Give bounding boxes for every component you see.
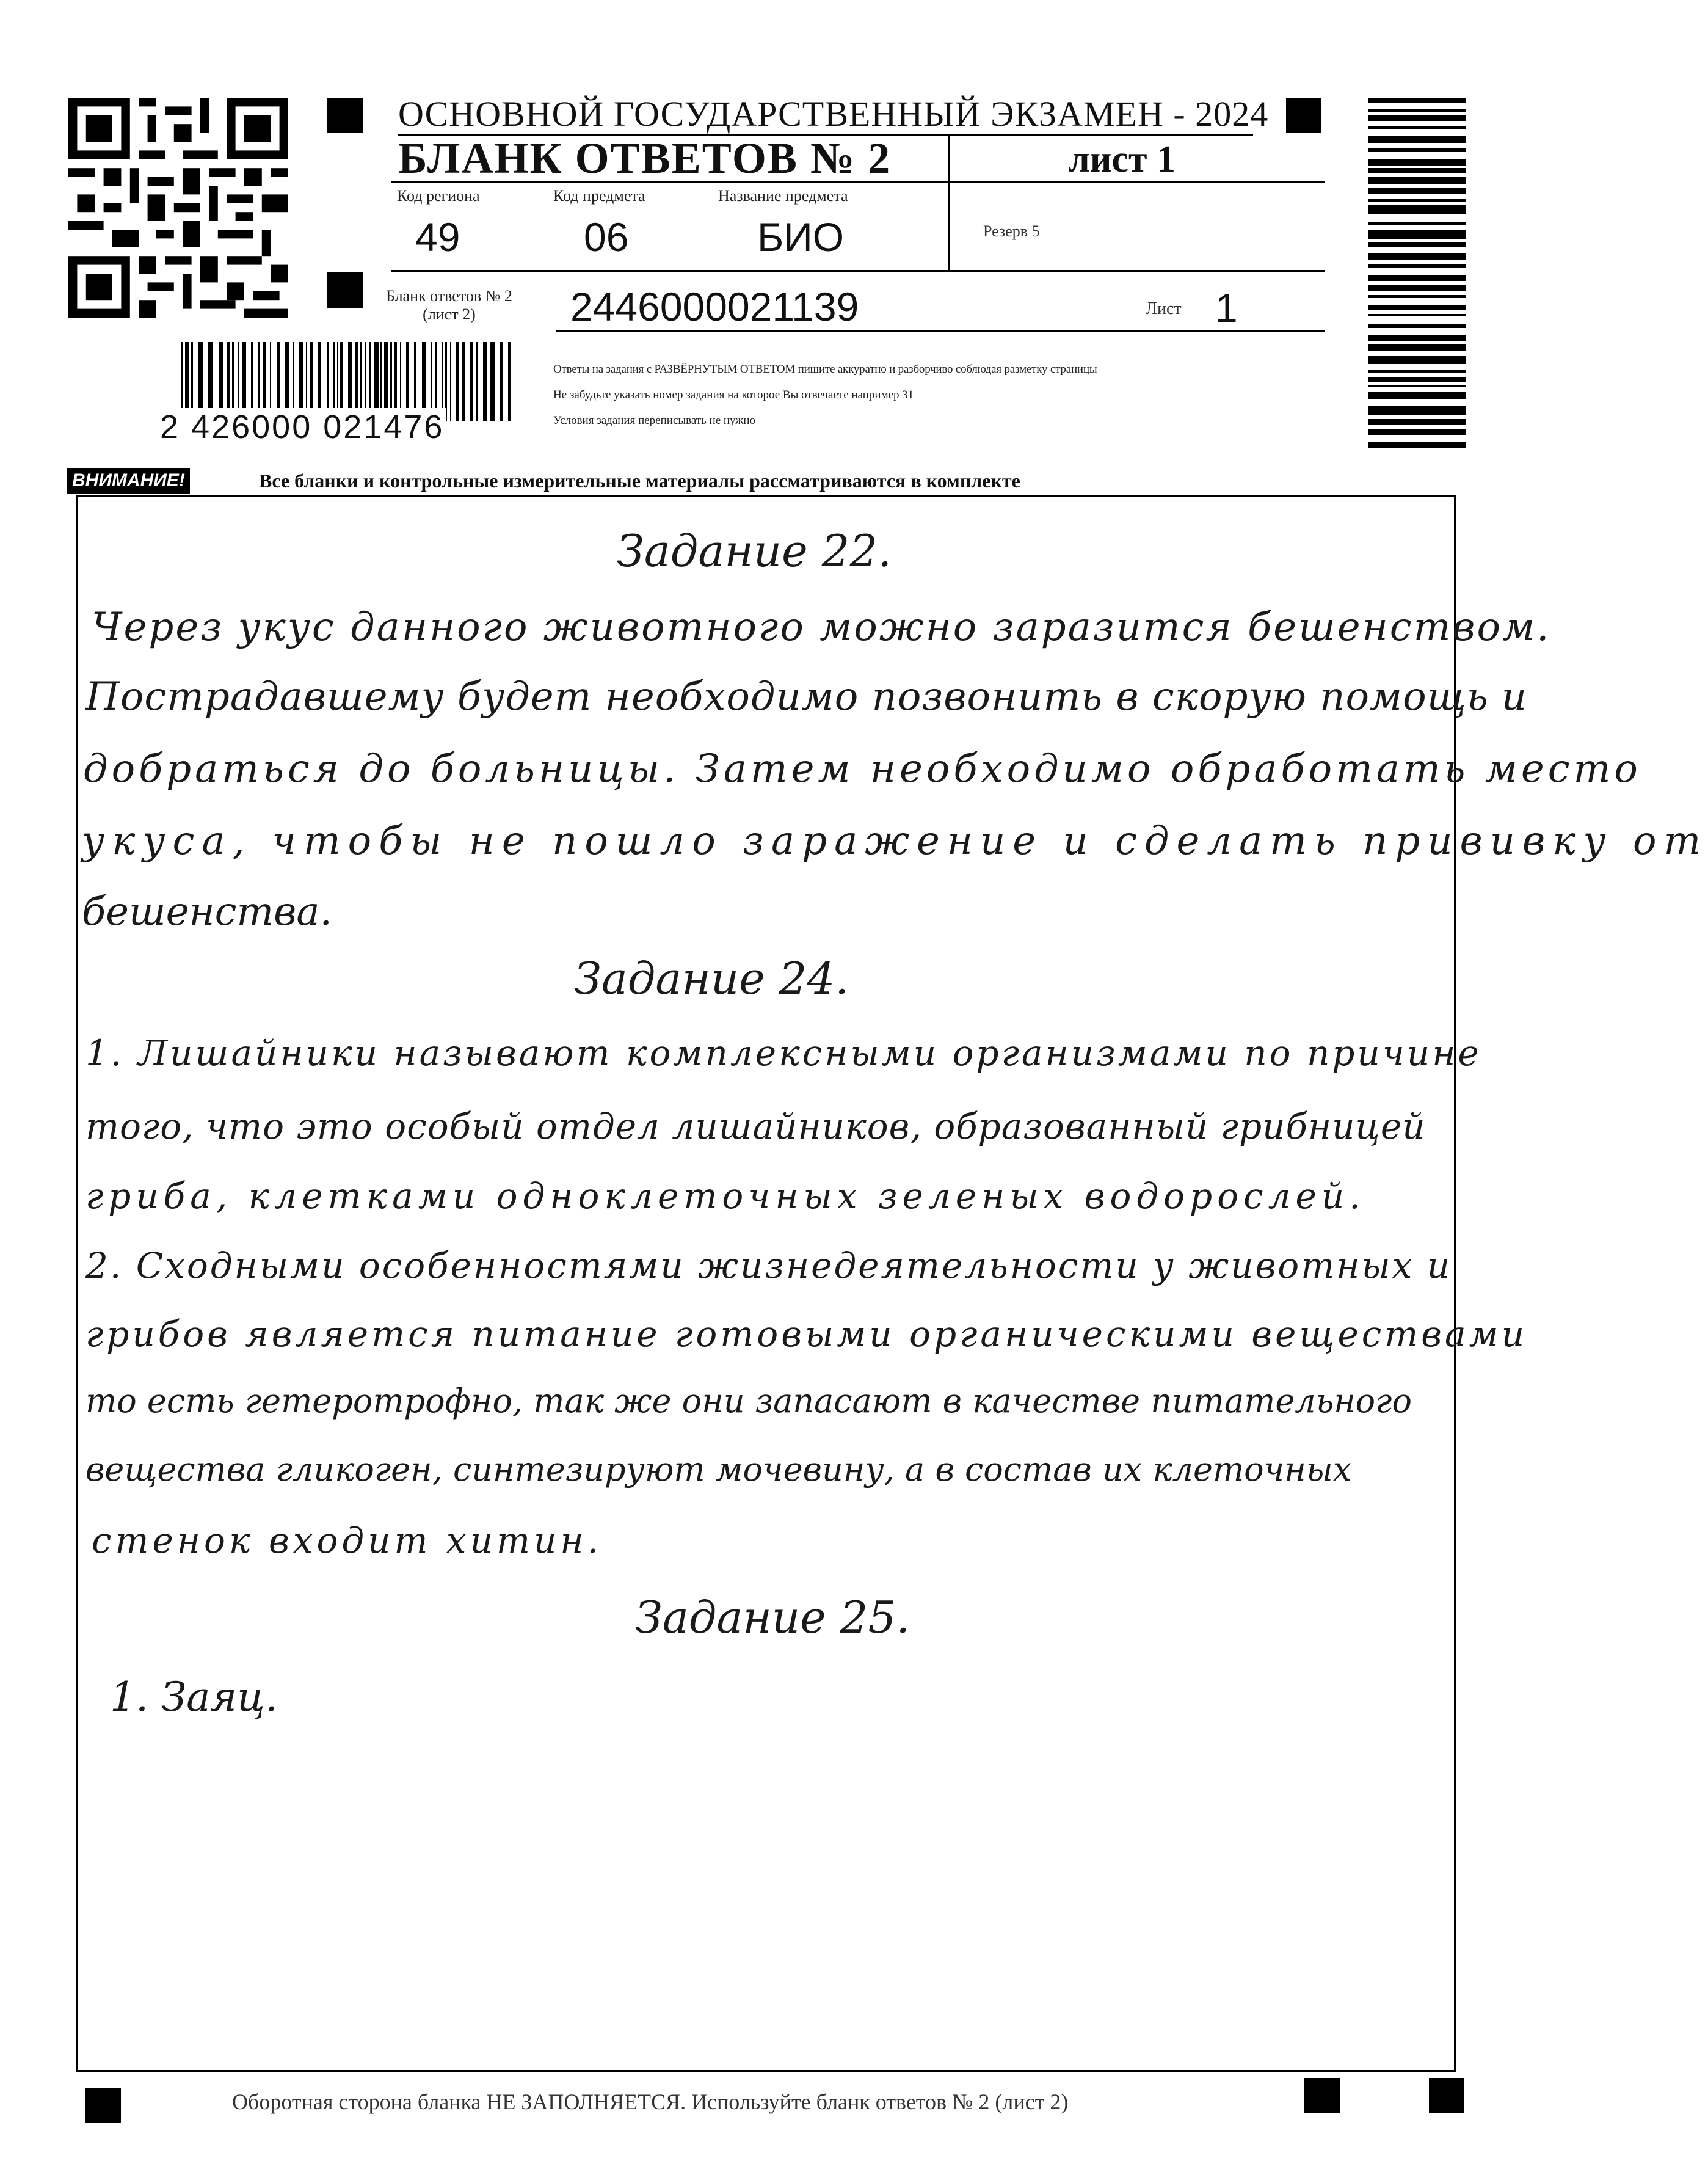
task22-line: укуса, чтобы не пошло заражение и сделать прививку от	[82, 818, 1708, 864]
barcode-stripe	[1368, 419, 1466, 425]
exam-title: ОСНОВНОЙ ГОСУДАРСТВЕННЫЙ ЭКЗАМЕН - 2024	[398, 94, 1253, 136]
barcode-bar	[508, 342, 511, 421]
barcode-stripe	[1368, 429, 1466, 435]
barcode-stripe	[1368, 344, 1466, 351]
task24-line: стенок входит хитин.	[92, 1520, 602, 1561]
sheet-no: 1	[1215, 285, 1238, 330]
region-code-label: Код региона	[397, 187, 480, 205]
barcode-stripe	[1368, 109, 1466, 112]
footer-note: Оборотная сторона бланка НЕ ЗАПОЛНЯЕТСЯ. Используйте бланк ответов № 2 (лист 2)	[232, 2090, 1069, 2114]
registration-marker	[1304, 2078, 1340, 2113]
barcode-bar	[500, 342, 503, 421]
instruction-2: Не забудьте указать номер задания на которое Вы отвечаете например 31	[553, 388, 914, 401]
subject-code: 06	[584, 214, 629, 260]
barcode-stripe	[1368, 335, 1466, 341]
sheet-no-label: Лист	[1146, 299, 1182, 318]
form-title: БЛАНК ОТВЕТОВ № 2	[398, 134, 892, 183]
task22-line: добраться до больницы. Затем необходимо обработать место	[83, 746, 1641, 792]
form-id-underline	[556, 330, 1325, 332]
task24-line: 2. Сходными особенностями жизнедеятельности у животных и	[85, 1245, 1452, 1286]
subject-code-label: Код предмета	[553, 187, 645, 205]
barcode-number: 2 426000 021476	[158, 408, 446, 446]
barcode-stripe	[1368, 370, 1466, 373]
sheet-label: лист 1	[1069, 139, 1176, 180]
barcode-stripe	[1368, 168, 1466, 173]
subject-name: БИО	[757, 214, 845, 260]
form-id-label-line2: (лист 2)	[423, 305, 476, 323]
barcode-stripe	[1368, 148, 1466, 152]
form-id-label	[386, 287, 512, 324]
task22-line: Пострадавшему будет необходимо позвонить в скорую помощь и	[85, 674, 1528, 720]
barcode-stripe	[1368, 385, 1466, 387]
barcode-stripe	[1368, 159, 1466, 166]
barcode-stripe	[1368, 264, 1466, 268]
task25-heading: Задание 25.	[635, 1592, 910, 1643]
task22-line: бешенства.	[82, 889, 332, 935]
barcode-bar	[483, 342, 487, 421]
barcode-stripe	[1368, 222, 1466, 225]
barcode-stripe	[1368, 188, 1466, 194]
attention-text: Все бланки и контрольные измерительные материалы рассматриваются в комплекте	[259, 470, 1020, 492]
barcode-stripe	[1368, 199, 1466, 202]
task24-line: того, что это особый отдел лишайников, образованный грибницей	[85, 1106, 1426, 1147]
barcode-stripe	[1368, 356, 1466, 364]
barcode-stripe	[1368, 295, 1466, 298]
barcode-stripe	[1368, 115, 1466, 121]
subject-name-label: Название предмета	[718, 187, 848, 205]
barcode-bar	[450, 342, 451, 421]
barcode-stripe	[1368, 126, 1466, 129]
task24-heading: Задание 24.	[574, 953, 849, 1004]
barcode-bar	[456, 342, 459, 421]
registration-marker	[1429, 2078, 1464, 2113]
barcode-stripe	[1368, 275, 1466, 281]
barcode-bar	[462, 342, 465, 421]
barcode-bar	[476, 342, 478, 421]
form-id: 2446000021139	[570, 284, 859, 329]
registration-marker	[327, 272, 363, 308]
registration-marker	[85, 2088, 121, 2123]
barcode-stripe	[1368, 253, 1466, 260]
barcode-bar	[490, 342, 495, 421]
barcode-stripe	[1368, 285, 1466, 291]
task22-heading: Задание 22.	[617, 525, 892, 577]
registration-marker	[327, 98, 363, 133]
barcode-stripe	[1368, 205, 1466, 214]
instruction-1: Ответы на задания с РАЗВЁРНУТЫМ ОТВЕТОМ пишите аккуратно и разборчиво соблюдая разметку страницы	[553, 363, 1097, 376]
barcode-stripe	[1368, 442, 1466, 448]
registration-marker	[1286, 98, 1321, 133]
task24-line: гриба, клетками одноклеточных зеленых водорослей.	[85, 1175, 1365, 1217]
barcode-stripe	[1368, 305, 1466, 310]
barcode-stripe	[1368, 314, 1466, 316]
header-vertical-divider	[948, 136, 950, 270]
barcode-stripe	[1368, 324, 1466, 328]
task24-line: грибов является питание готовыми органическими веществами	[85, 1313, 1528, 1355]
barcode-stripe	[1368, 177, 1466, 184]
barcode-stripe	[1368, 230, 1466, 239]
side-barcode	[1368, 98, 1466, 452]
reserve-label: Резерв 5	[983, 222, 1040, 240]
instruction-3: Условия задания переписывать не нужно	[553, 414, 756, 427]
attention-badge: ВНИМАНИЕ!	[67, 468, 190, 494]
region-code: 49	[415, 214, 460, 260]
barcode-stripe	[1368, 392, 1466, 399]
barcode-stripe	[1368, 406, 1466, 415]
form-id-label-line1: Бланк ответов № 2	[386, 287, 512, 305]
task24-line: вещества гликоген, синтезируют мочевину, а в состав их клеточных	[85, 1450, 1352, 1489]
task25-line: 1. Заяц.	[110, 1674, 278, 1721]
barcode-stripe	[1368, 98, 1466, 103]
task22-line: Через укус данного животного можно заразится бешенством.	[92, 605, 1551, 650]
barcode-stripe	[1368, 242, 1466, 247]
qr-code	[68, 98, 288, 318]
task24-line: то есть гетеротрофно, так же они запасают в качестве питательного	[85, 1382, 1412, 1420]
task24-line: 1. Лишайники называют комплексными организмами по причине	[85, 1032, 1481, 1074]
barcode-bar	[470, 342, 473, 421]
barcode-stripe	[1368, 136, 1466, 143]
barcode-stripe	[1368, 377, 1466, 382]
